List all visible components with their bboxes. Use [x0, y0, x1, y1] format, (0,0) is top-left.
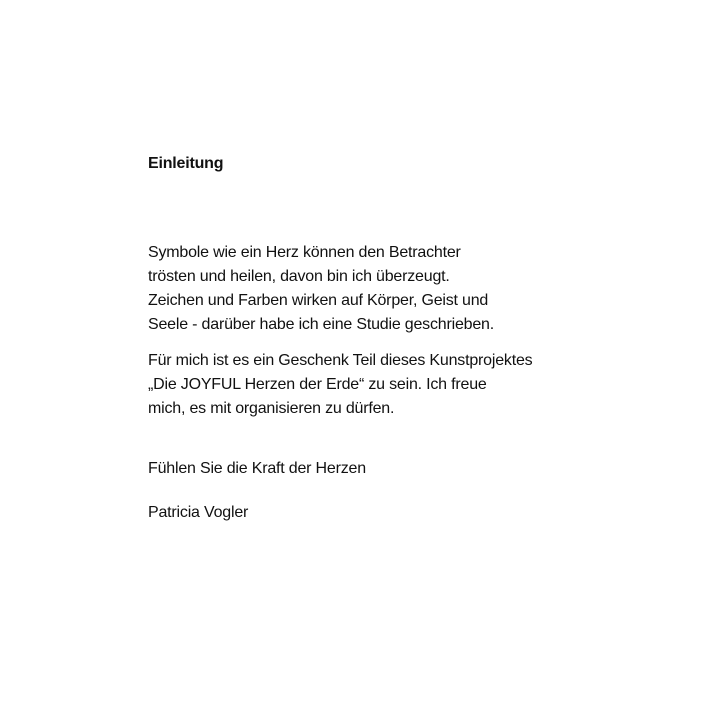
paragraph-line: Zeichen und Farben wirken auf Körper, Geist und: [148, 292, 489, 309]
page-heading: Einleitung: [148, 155, 224, 172]
paragraph-line: Seele - darüber habe ich eine Studie geschrieben.: [148, 316, 494, 333]
project-paragraph: [148, 349, 532, 421]
closing-line: Fühlen Sie die Kraft der Herzen: [148, 460, 366, 477]
paragraph-line: trösten und heilen, davon bin ich überzeugt.: [148, 268, 450, 285]
paragraph-line: mich, es mit organisieren zu dürfen.: [148, 400, 395, 417]
paragraph-line: Für mich ist es ein Geschenk Teil dieses Kunstprojektes: [148, 352, 533, 369]
signature: Patricia Vogler: [148, 504, 249, 521]
paragraph-line: Symbole wie ein Herz können den Betrachter: [148, 244, 461, 261]
paragraph-line: „Die JOYFUL Herzen der Erde“ zu sein. Ich freue: [148, 376, 487, 393]
intro-paragraph: [148, 241, 494, 337]
